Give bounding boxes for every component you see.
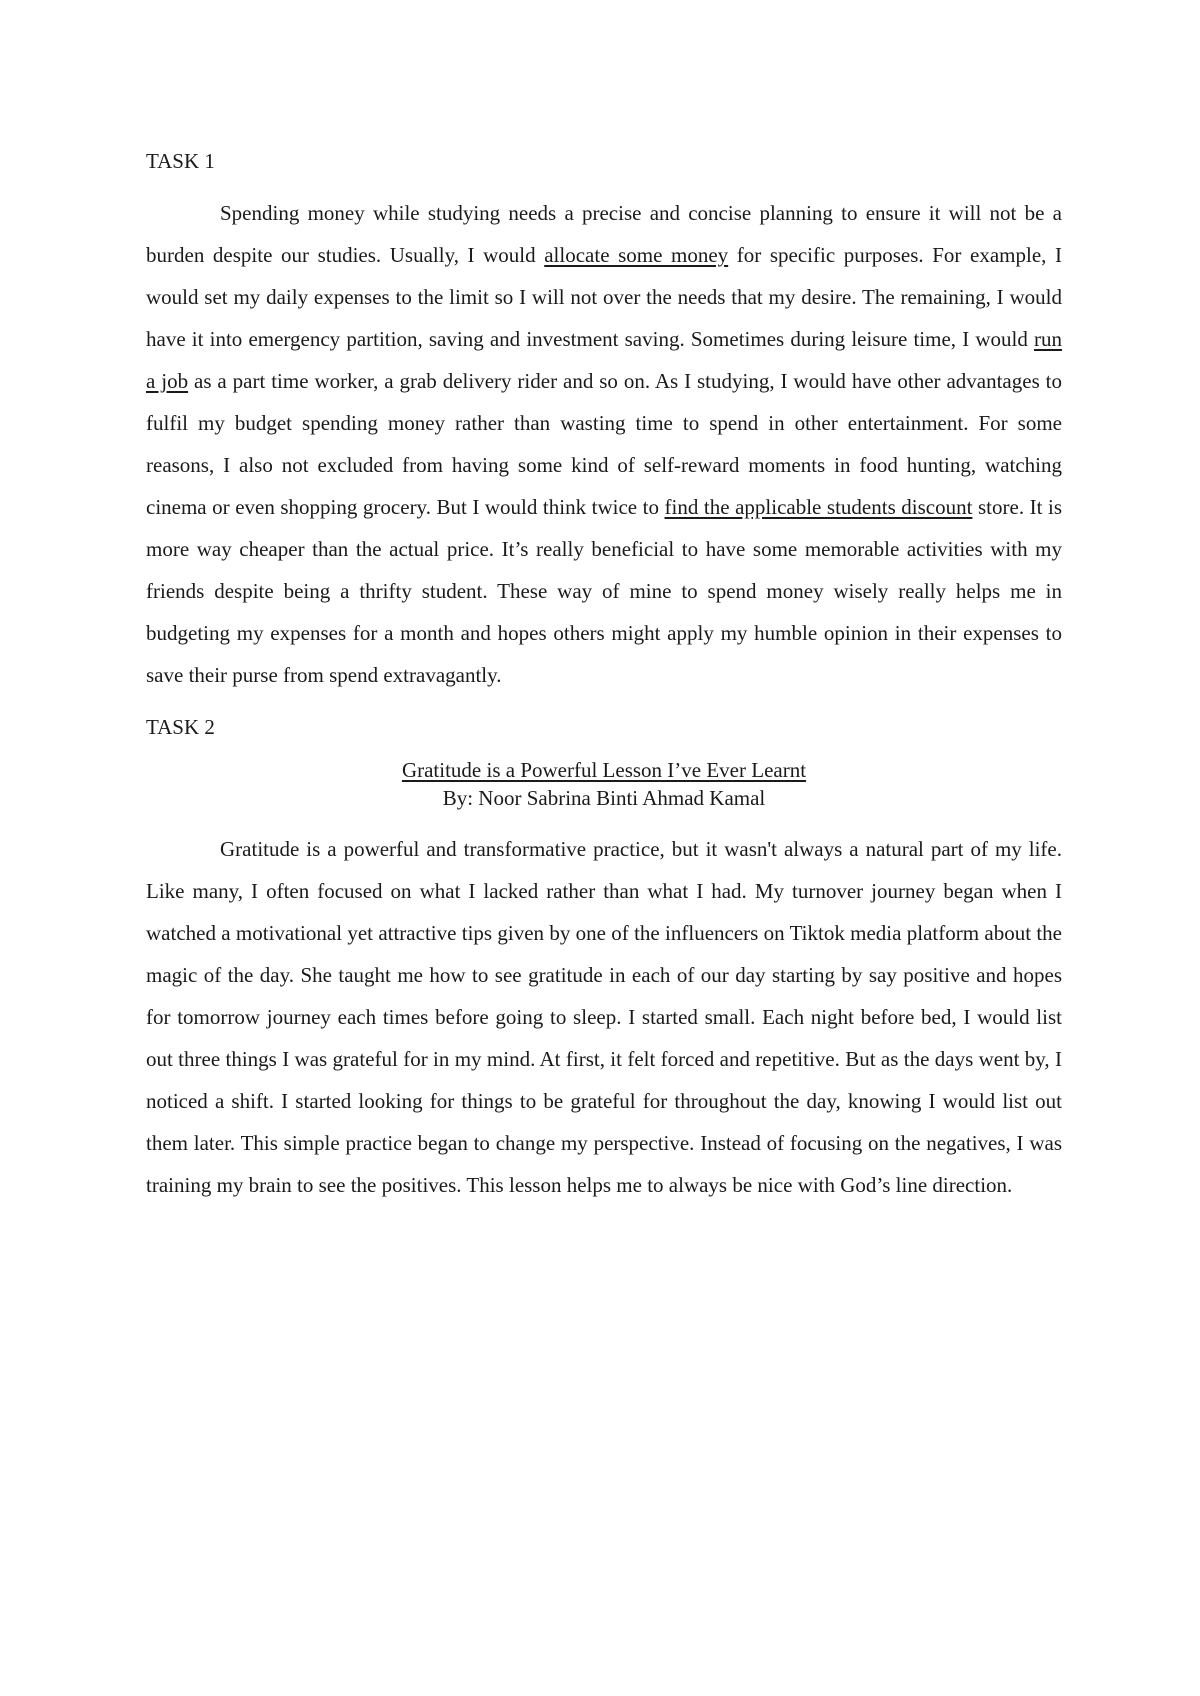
task1-text: as a part time worker, a grab delivery rider and so on. As I studying, I would have other advantages to fulfil my budget spending money rather than wasting time to spend in other entertainment. For some reasons, I also not excluded from having some kind of self-reward moments in food hunting, watching cinema or even shopping grocery. But I would think twice to	[146, 369, 1062, 519]
underlined-phrase-run-a-job: run a job	[146, 327, 1062, 393]
task1-text: store. It is more way cheaper than the actual price. It’s really beneficial to have some memorable activities with my friends despite being a thrifty student. These way of mine to spend money wisely really helps me in budgeting my expenses for a month and hopes others might apply my humble opinion in their expenses to save their purse from spend extravagantly.	[146, 495, 1062, 687]
underlined-phrase-allocate: allocate some money	[544, 243, 729, 267]
essay-byline: By: Noor Sabrina Binti Ahmad Kamal	[442, 786, 766, 810]
essay-title: Gratitude is a Powerful Lesson I’ve Ever Learnt	[401, 758, 807, 782]
essay-header	[146, 756, 1062, 812]
task1-text: Spending money while studying needs a precise and concise planning to ensure it will not be a burden despite our studies. Usually, I would	[146, 201, 1062, 267]
task2-paragraph: Gratitude is a powerful and transformative practice, but it wasn't always a natural part of my life. Like many, I often focused on what I lacked rather than what I had. My turnover journey began when I watched a motivational yet attractive tips given by one of the influencers on Tiktok media platform about the magic of the day. She taught me how to see gratitude in each of our day starting by say positive and hopes for tomorrow journey each times before going to sleep. I started small. Each night before bed, I would list out three things I was grateful for in my mind. At first, it felt forced and repetitive. But as the days went by, I noticed a shift. I started looking for things to be grateful for throughout the day, knowing I would list out them later. This simple practice began to change my perspective. Instead of focusing on the negatives, I was training my brain to see the positives. This lesson helps me to always be nice with God’s line direction.	[146, 837, 1062, 1197]
task1-heading: TASK 1	[146, 149, 215, 173]
task1-text: for specific purposes. For example, I would set my daily expenses to the limit so I will not over the needs that my desire. The remaining, I would have it into emergency partition, saving and investment saving. Sometimes during leisure time, I would	[146, 243, 1062, 351]
task2-heading: TASK 2	[146, 715, 215, 739]
underlined-phrase-discount: find the applicable students discount	[664, 495, 973, 519]
document-page	[146, 140, 1062, 1206]
task1-paragraph	[146, 192, 1062, 696]
